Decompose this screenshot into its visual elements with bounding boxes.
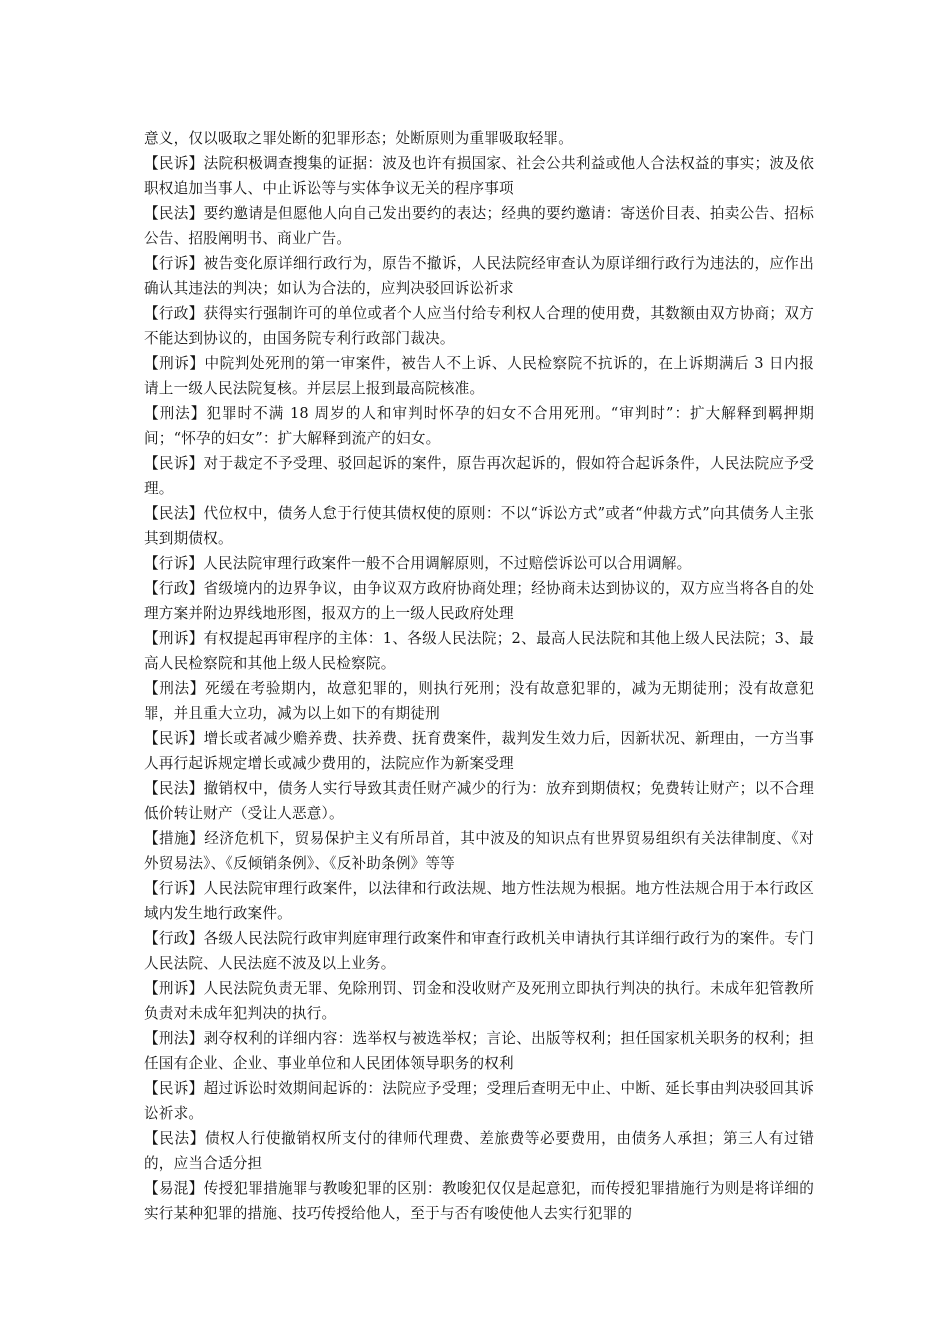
paragraph: 【措施】经济危机下，贸易保护主义有所昂首，其中波及的知识点有世界贸易组织有关法律制度、《对外贸易法》、《反倾销条例》、《反补助条例》等等 (144, 830, 814, 872)
paragraph: 【刑法】死缓在考验期内，故意犯罪的，则执行死刑；没有故意犯罪的，减为无期徒刑；没有故意犯罪，并且重大立功，减为以上如下的有期徒刑 (144, 680, 814, 722)
paragraph: 【刑法】剥夺权利的详细内容：选举权与被选举权；言论、出版等权利；担任国家机关职务的权利；担任国有企业、企业、事业单位和人民团体领导职务的权利 (144, 1030, 814, 1072)
paragraph: 【民法】代位权中，债务人怠于行使其债权使的原则：不以“诉讼方式”或者“仲裁方式”向其债务人主张其到期债权。 (144, 505, 814, 547)
paragraph: 【行政】省级境内的边界争议，由争议双方政府协商处理；经协商未达到协议的，双方应当将各自的处理方案并附边界线地形图，报双方的上一级人民政府处理 (144, 580, 814, 622)
paragraph: 【民诉】增长或者减少赡养费、扶养费、抚育费案件，裁判发生效力后，因新状况、新理由，一方当事人再行起诉规定增长或减少费用的，法院应作为新案受理 (144, 730, 814, 772)
paragraph: 【行政】获得实行强制许可的单位或者个人应当付给专利权人合理的使用费，其数额由双方协商；双方不能达到协议的，由国务院专利行政部门裁决。 (144, 305, 814, 347)
paragraph: 【行诉】人民法院审理行政案件，以法律和行政法规、地方性法规为根据。地方性法规合用于本行政区域内发生地行政案件。 (144, 880, 814, 922)
paragraph: 【民诉】对于裁定不予受理、驳回起诉的案件，原告再次起诉的，假如符合起诉条件，人民法院应予受理。 (144, 455, 814, 497)
paragraph: 【民法】债权人行使撤销权所支付的律师代理费、差旅费等必要费用，由债务人承担；第三人有过错的，应当合适分担 (144, 1130, 814, 1172)
paragraph: 【行政】各级人民法院行政审判庭审理行政案件和审查行政机关申请执行其详细行政行为的案件。专门人民法院、人民法庭不波及以上业务。 (144, 930, 814, 972)
paragraph: 【行诉】人民法院审理行政案件一般不合用调解原则，不过赔偿诉讼可以合用调解。 (144, 555, 692, 572)
paragraph: 【易混】传授犯罪措施罪与教唆犯罪的区别：教唆犯仅仅是起意犯，而传授犯罪措施行为则是将详细的实行某种犯罪的措施、技巧传授给他人，至于与否有唆使他人去实行犯罪的 (144, 1180, 814, 1222)
paragraph: 【民诉】超过诉讼时效期间起诉的：法院应予受理；受理后查明无中止、中断、延长事由判决驳回其诉讼祈求。 (144, 1080, 814, 1122)
paragraph: 【刑诉】中院判处死刑的第一审案件，被告人不上诉、人民检察院不抗诉的，在上诉期满后 3 日内报请上一级人民法院复核。并层层上报到最高院核准。 (144, 355, 814, 397)
paragraph: 【行诉】被告变化原详细行政行为，原告不撤诉，人民法院经审查认为原详细行政行为违法的，应作出确认其违法的判决；如认为合法的，应判决驳回诉讼祈求 (144, 255, 814, 297)
paragraph: 【刑法】犯罪时不满 18 周岁的人和审判时怀孕的妇女不合用死刑。“审判时”：扩大解释到羁押期间；“怀孕的妇女”：扩大解释到流产的妇女。 (144, 405, 814, 447)
paragraph: 意义，仅以吸取之罪处断的犯罪形态；处断原则为重罪吸取轻罪。 (144, 130, 574, 147)
paragraph: 【民法】撤销权中，债务人实行导致其责任财产减少的行为：放弃到期债权；免费转让财产；以不合理低价转让财产（受让人恶意）。 (144, 780, 814, 822)
paragraph: 【刑诉】人民法院负责无罪、免除刑罚、罚金和没收财产及死刑立即执行判决的执行。未成年犯管教所负责对未成年犯判决的执行。 (144, 980, 814, 1022)
paragraph: 【刑诉】有权提起再审程序的主体：1、各级人民法院；2、最高人民法院和其他上级人民法院；3、最高人民检察院和其他上级人民检察院。 (144, 630, 814, 672)
paragraph: 【民法】要约邀请是但愿他人向自己发出要约的表达；经典的要约邀请：寄送价目表、拍卖公告、招标公告、招股阐明书、商业广告。 (144, 205, 814, 247)
document-body (144, 126, 814, 1226)
paragraph: 【民诉】法院积极调查搜集的证据：波及也许有损国家、社会公共利益或他人合法权益的事实；波及依职权追加当事人、中止诉讼等与实体争议无关的程序事项 (144, 155, 814, 197)
